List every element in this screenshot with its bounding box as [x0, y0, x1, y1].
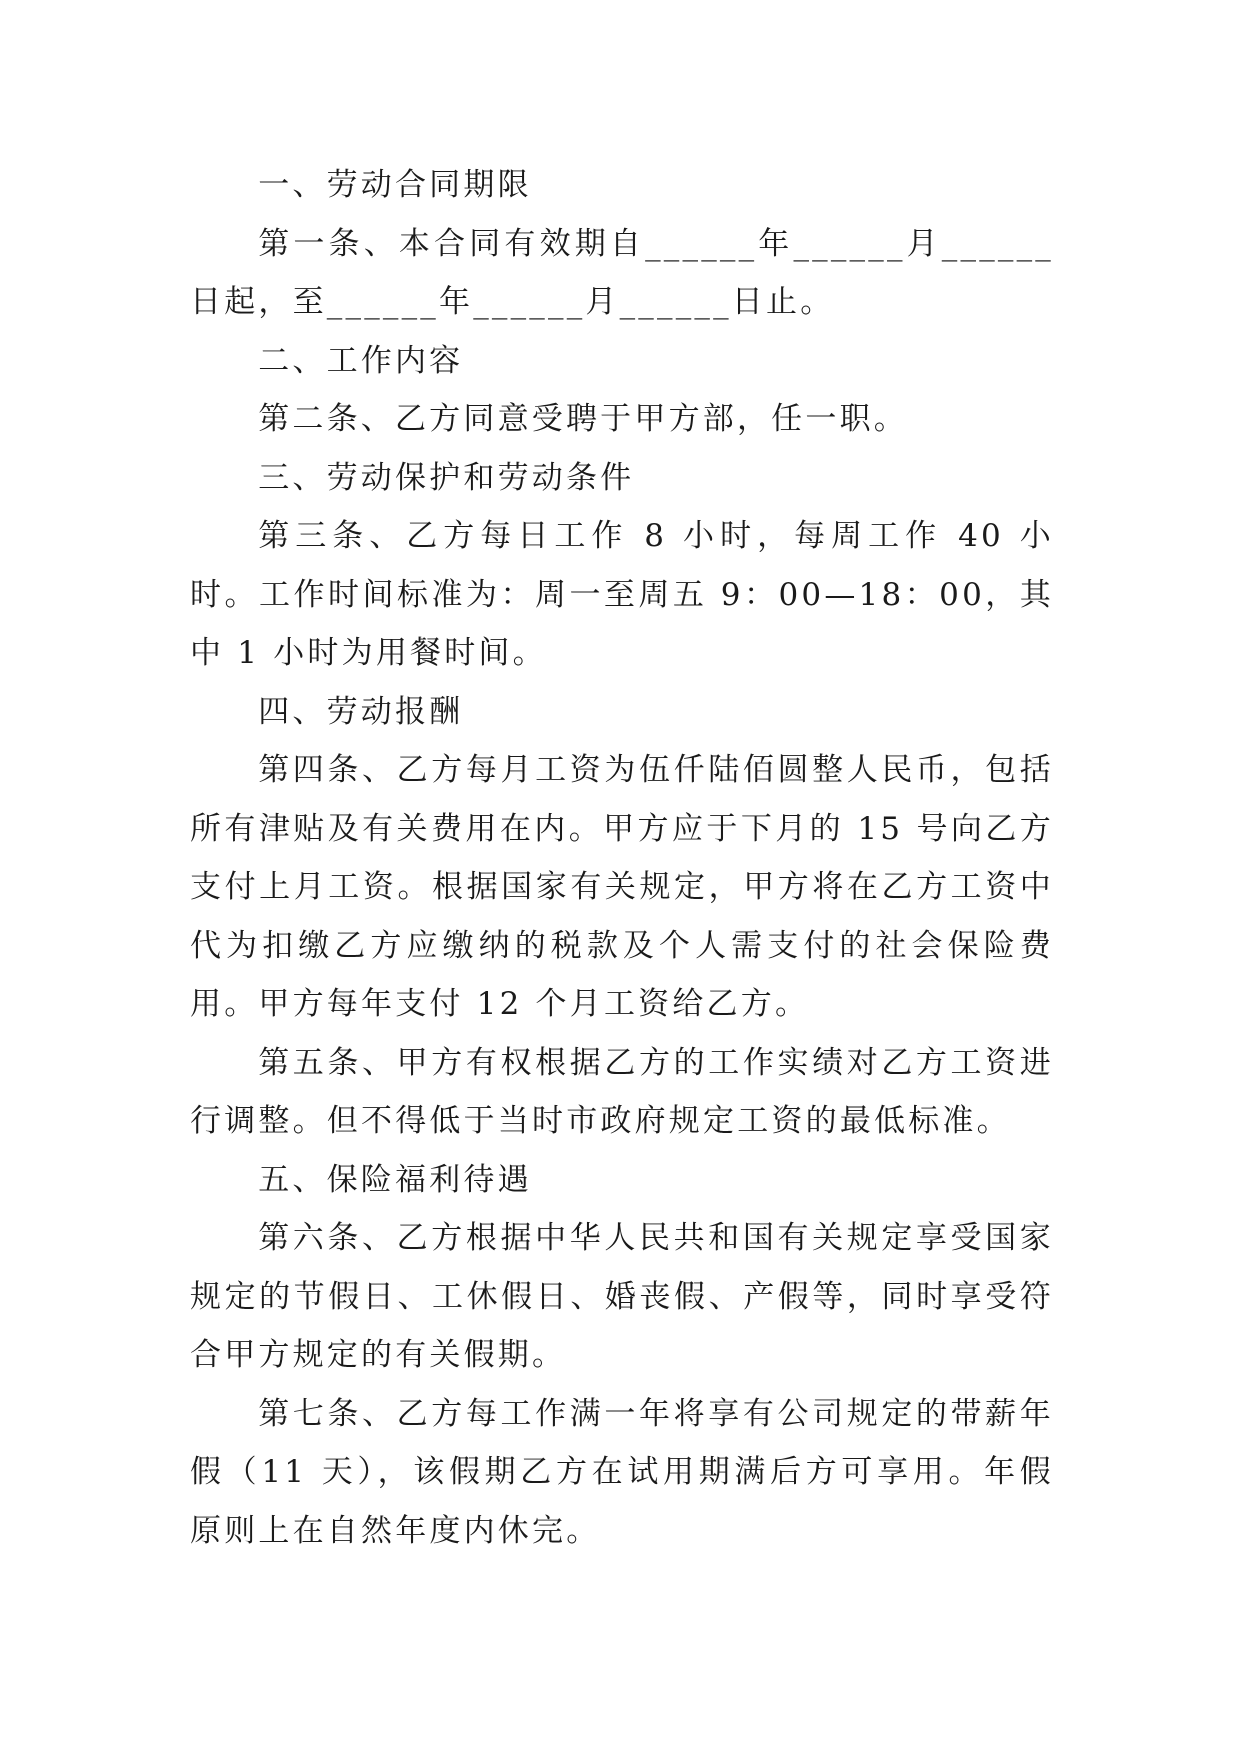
section-heading-remuneration: 四、劳动报酬 [258, 693, 464, 730]
article-4-paragraph: 第四条、乙方每月工资为伍仟陆佰圆整人民币，包括所有津贴及有关费用在内。甲方应于下月的 15 号向乙方支付上月工资。根据国家有关规定，甲方将在乙方工资中代为扣缴乙方应缴纳的税款及个人需支付的社会保险费用。甲方每年支付 12 个月工资给乙方。 [190, 752, 1054, 1022]
document-body [190, 156, 1054, 1560]
section-heading-work-content: 二、工作内容 [258, 342, 464, 379]
article-6-paragraph: 第六条、乙方根据中华人民共和国有关规定享受国家规定的节假日、工休假日、婚丧假、产假等，同时享受符合甲方规定的有关假期。 [190, 1220, 1054, 1373]
article-3-paragraph: 第三条、乙方每日工作 8 小时，每周工作 40 小时。工作时间标准为：周一至周五 9：00—18：00，其中 1 小时为用餐时间。 [190, 518, 1054, 671]
section-heading-insurance-welfare: 五、保险福利待遇 [258, 1161, 532, 1198]
article-1-paragraph: 第一条、本合同有效期自______年______月______日起，至______年______月______日止。 [190, 225, 1054, 320]
article-2-paragraph: 第二条、乙方同意受聘于甲方部，任一职。 [258, 401, 908, 437]
section-heading-labor-protection: 三、劳动保护和劳动条件 [258, 459, 635, 496]
article-5-paragraph: 第五条、甲方有权根据乙方的工作实绩对乙方工资进行调整。但不得低于当时市政府规定工资的最低标准。 [190, 1044, 1054, 1139]
article-7-paragraph: 第七条、乙方每工作满一年将享有公司规定的带薪年假（11 天），该假期乙方在试用期满后方可享用。年假原则上在自然年度内休完。 [190, 1395, 1054, 1549]
section-heading-contract-term: 一、劳动合同期限 [258, 167, 532, 203]
